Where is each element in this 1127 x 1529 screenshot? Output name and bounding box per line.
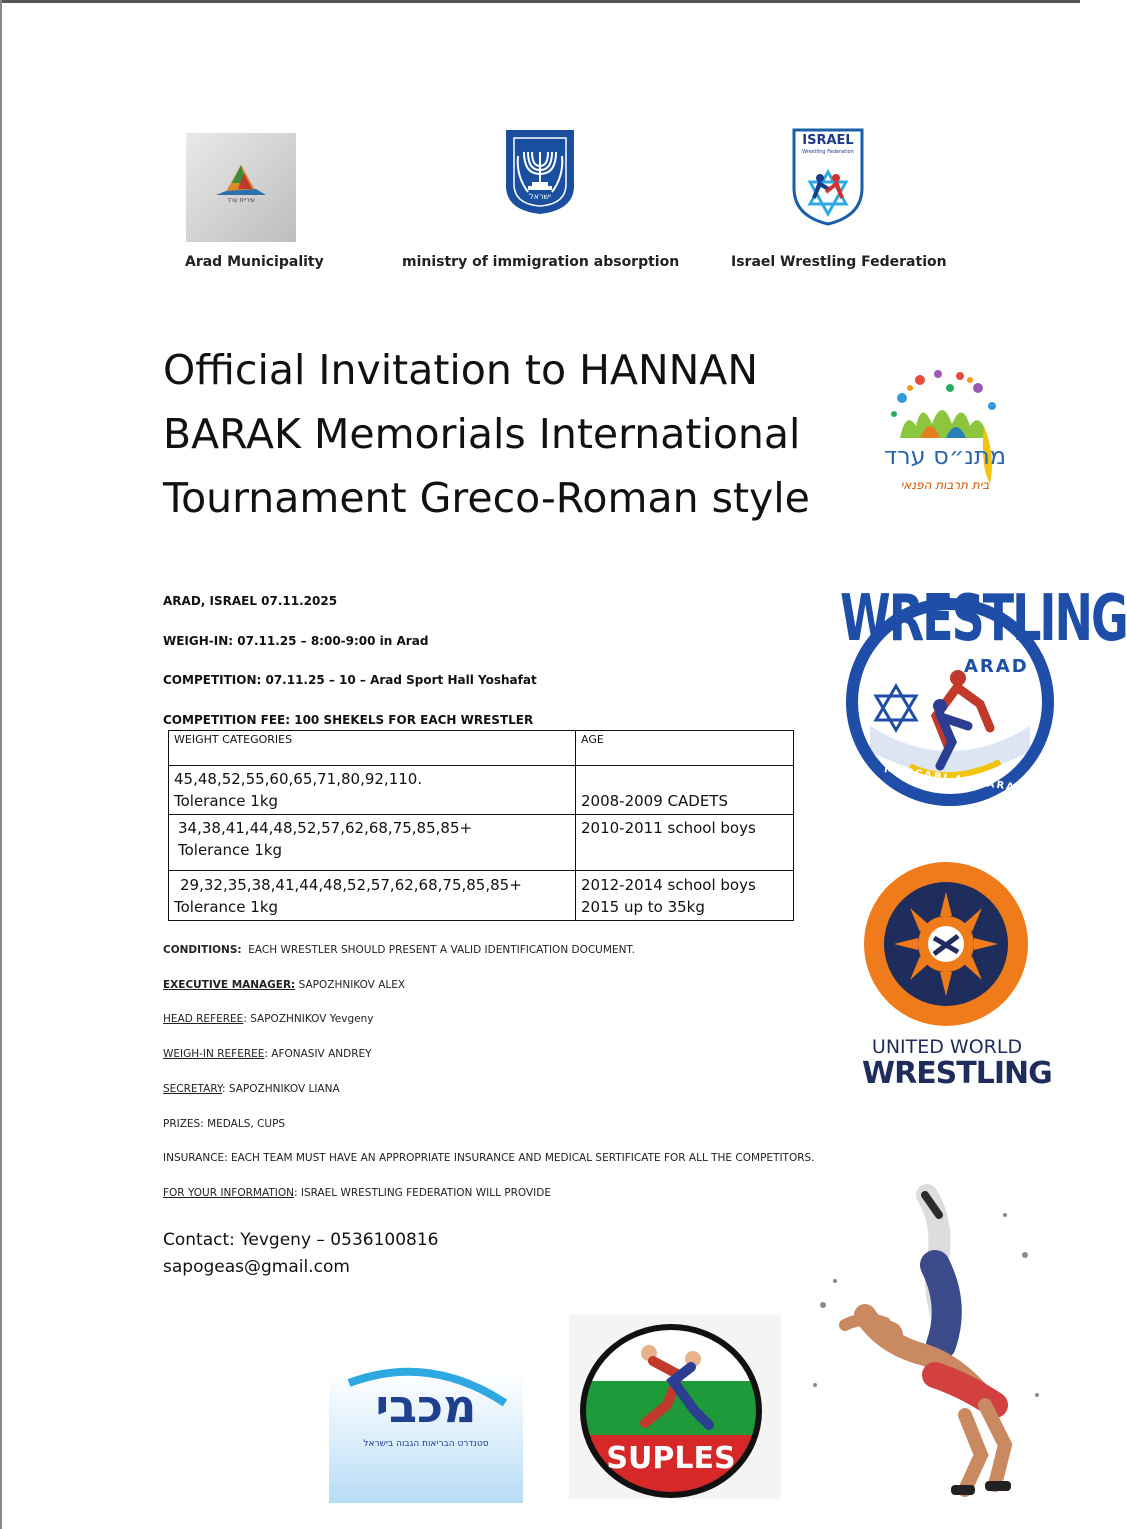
wrestling-arad-ring-text: MACCABI AMI ARAD bbox=[883, 764, 1027, 795]
page-title: Official Invitation to HANNAN BARAK Memorials International Tournament Greco-Roman style bbox=[163, 346, 810, 522]
fyi-line bbox=[163, 1187, 551, 1199]
weight-cell bbox=[169, 815, 576, 871]
age-cell bbox=[576, 871, 794, 921]
iwf-badge-sub: Wrestling Federation bbox=[802, 149, 854, 155]
ministry-caption: ministry of immigration absorption bbox=[402, 254, 680, 270]
fyi-label: FOR YOUR INFORMATION bbox=[163, 1187, 294, 1199]
prizes-line: PRIZES: MEDALS, CUPS bbox=[163, 1118, 286, 1130]
head-referee-label: HEAD REFEREE bbox=[163, 1013, 244, 1025]
iwf-caption: Israel Wrestling Federation bbox=[731, 254, 947, 270]
table-row bbox=[169, 871, 794, 921]
age-cell bbox=[576, 815, 794, 871]
executive-manager-line bbox=[163, 979, 405, 991]
age-value: 2012-2014 school boys bbox=[581, 875, 756, 894]
conditions-text: EACH WRESTLER SHOULD PRESENT A VALID IDENTIFICATION DOCUMENT. bbox=[248, 944, 635, 956]
conditions-line bbox=[163, 944, 635, 956]
location-date: ARAD, ISRAEL 07.11.2025 bbox=[163, 594, 338, 608]
uww-line1: UNITED WORLD bbox=[871, 1036, 1023, 1058]
secretary-label: SECRETARY bbox=[163, 1083, 222, 1095]
matnas-arad-sub: בית תרבות הפנאי bbox=[900, 478, 990, 492]
age-value-2: 2015 up to 35kg bbox=[581, 897, 705, 916]
secretary-name: : SAPOZHNIKOV LIANA bbox=[222, 1083, 340, 1095]
arad-logo-text: עיריית ערד bbox=[227, 197, 255, 204]
wrestling-arad-logo bbox=[840, 576, 1127, 806]
head-referee-line bbox=[163, 1013, 373, 1025]
weight-values: 45,48,52,55,60,65,71,80,92,110. bbox=[174, 770, 423, 788]
suples-text: SUPLES bbox=[606, 1441, 736, 1476]
uww-logo bbox=[862, 862, 1052, 1102]
table-row bbox=[169, 815, 794, 871]
page-border-left bbox=[0, 0, 2, 1529]
weight-categories-table bbox=[168, 730, 794, 921]
weight-tolerance: Tolerance 1kg bbox=[178, 841, 283, 859]
age-value: 2008-2009 CADETS bbox=[581, 792, 728, 810]
wrestling-arad-sub: ARAD bbox=[964, 656, 1029, 677]
competition-fee: COMPETITION FEE: 100 SHEKELS FOR EACH WRESTLER bbox=[163, 713, 534, 727]
maccabi-text: מכבי bbox=[375, 1379, 477, 1433]
header-weight-categories: WEIGHT CATEGORIES bbox=[169, 731, 576, 766]
conditions-label: CONDITIONS: bbox=[163, 944, 242, 956]
wrestling-arad-title: WRESTLING bbox=[840, 580, 1127, 656]
contact-email[interactable]: sapogeas@gmail.com bbox=[163, 1257, 350, 1277]
weight-cell bbox=[169, 871, 576, 921]
arad-municipality-logo bbox=[186, 133, 296, 242]
maccabi-sub: סטנדרט הבריאות הגבוה בישראל bbox=[363, 1439, 489, 1449]
executive-manager-label: EXECUTIVE MANAGER: bbox=[163, 979, 296, 991]
age-cell bbox=[576, 766, 794, 815]
weigh-in-info: WEIGH-IN: 07.11.25 – 8:00-9:00 in Arad bbox=[163, 634, 429, 648]
weigh-in-referee-label: WEIGH-IN REFEREE bbox=[163, 1048, 265, 1060]
weight-tolerance: Tolerance 1kg bbox=[174, 792, 279, 810]
table-row bbox=[169, 766, 794, 815]
header-age: AGE bbox=[576, 731, 794, 766]
weigh-in-referee-line bbox=[163, 1048, 372, 1060]
ministry-emblem-text: ישראל bbox=[529, 192, 551, 201]
weight-tolerance: Tolerance 1kg bbox=[174, 897, 279, 916]
weight-values: 29,32,35,38,41,44,48,52,57,62,68,75,85,85+ bbox=[180, 875, 522, 894]
matnas-arad-logo bbox=[880, 366, 1010, 506]
weigh-in-referee-name: : AFONASIV ANDREY bbox=[264, 1048, 372, 1060]
arad-caption: Arad Municipality bbox=[185, 254, 324, 270]
iwf-logo bbox=[790, 126, 866, 228]
insurance-line: INSURANCE: EACH TEAM MUST HAVE AN APPROPRIATE INSURANCE AND MEDICAL SERTIFICATE FOR ALL THE COMPETITORS. bbox=[163, 1152, 815, 1164]
wrestlers-illustration bbox=[805, 1185, 1050, 1505]
iwf-badge-title: ISRAEL bbox=[802, 133, 854, 148]
suples-logo bbox=[569, 1315, 781, 1499]
weight-values: 34,38,41,44,48,52,57,62,68,75,85,85+ bbox=[178, 819, 473, 837]
table-header-row bbox=[169, 731, 794, 766]
uww-line2: WRESTLING bbox=[862, 1056, 1052, 1091]
contact-phone: Contact: Yevgeny – 0536100816 bbox=[163, 1230, 439, 1250]
executive-manager-name: SAPOZHNIKOV ALEX bbox=[298, 979, 406, 991]
weight-cell bbox=[169, 766, 576, 815]
maccabi-logo bbox=[329, 1313, 523, 1503]
head-referee-name: : SAPOZHNIKOV Yevgeny bbox=[243, 1013, 374, 1025]
page-border-top bbox=[0, 0, 1080, 3]
matnas-arad-text: מתנ״ס ערד bbox=[883, 442, 1007, 470]
fyi-text: : ISRAEL WRESTLING FEDERATION WILL PROVIDE bbox=[293, 1187, 551, 1199]
secretary-line bbox=[163, 1083, 340, 1095]
competition-info: COMPETITION: 07.11.25 – 10 – Arad Sport Hall Yoshafat bbox=[163, 673, 537, 687]
age-value: 2010-2011 school boys bbox=[581, 819, 756, 837]
ministry-emblem-logo bbox=[502, 126, 578, 216]
